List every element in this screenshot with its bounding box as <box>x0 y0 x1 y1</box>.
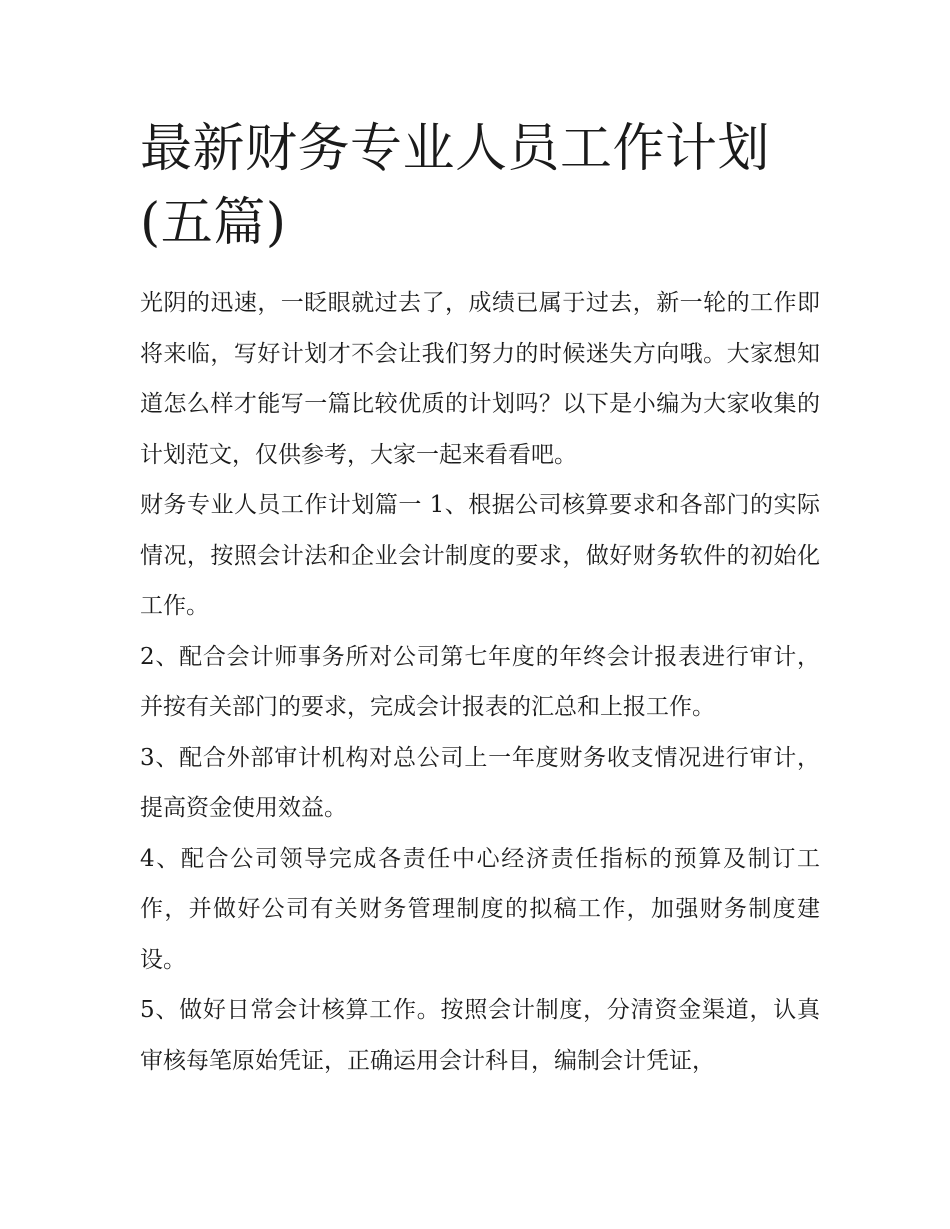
paragraph-item-1: 财务专业人员工作计划篇一 1、根据公司核算要求和各部门的实际情况，按照会计法和企业会计制度的要求，做好财务软件的初始化工作。 <box>140 492 820 619</box>
paragraph-item-4: 4、配合公司领导完成各责任中心经济责任指标的预算及制订工作，并做好公司有关财务管理制度的拟稿工作，加强财务制度建设。 <box>140 845 820 973</box>
paragraph-item-2: 2、配合会计师事务所对公司第七年度的年终会计报表进行审计，并按有关部门的要求，完成会计报表的汇总和上报工作。 <box>140 643 820 720</box>
document-body <box>140 278 820 1086</box>
paragraph-intro: 光阴的迅速，一眨眼就过去了，成绩已属于过去，新一轮的工作即将来临，写好计划才不会让我们努力的时候迷失方向哦。大家想知道怎么样才能写一篇比较优质的计划吗？以下是小编为大家收集的计划范文，仅供参考，大家一起来看看吧。 <box>140 290 820 468</box>
paragraph-item-3: 3、配合外部审计机构对总公司上一年度财务收支情况进行审计，提高资金使用效益。 <box>140 744 820 821</box>
paragraph-item-5: 5、做好日常会计核算工作。按照会计制度，分清资金渠道，认真审核每笔原始凭证，正确运用会计科目，编制会计凭证， <box>140 997 820 1074</box>
document-title: 最新财务专业人员工作计划(五篇) <box>140 119 771 253</box>
